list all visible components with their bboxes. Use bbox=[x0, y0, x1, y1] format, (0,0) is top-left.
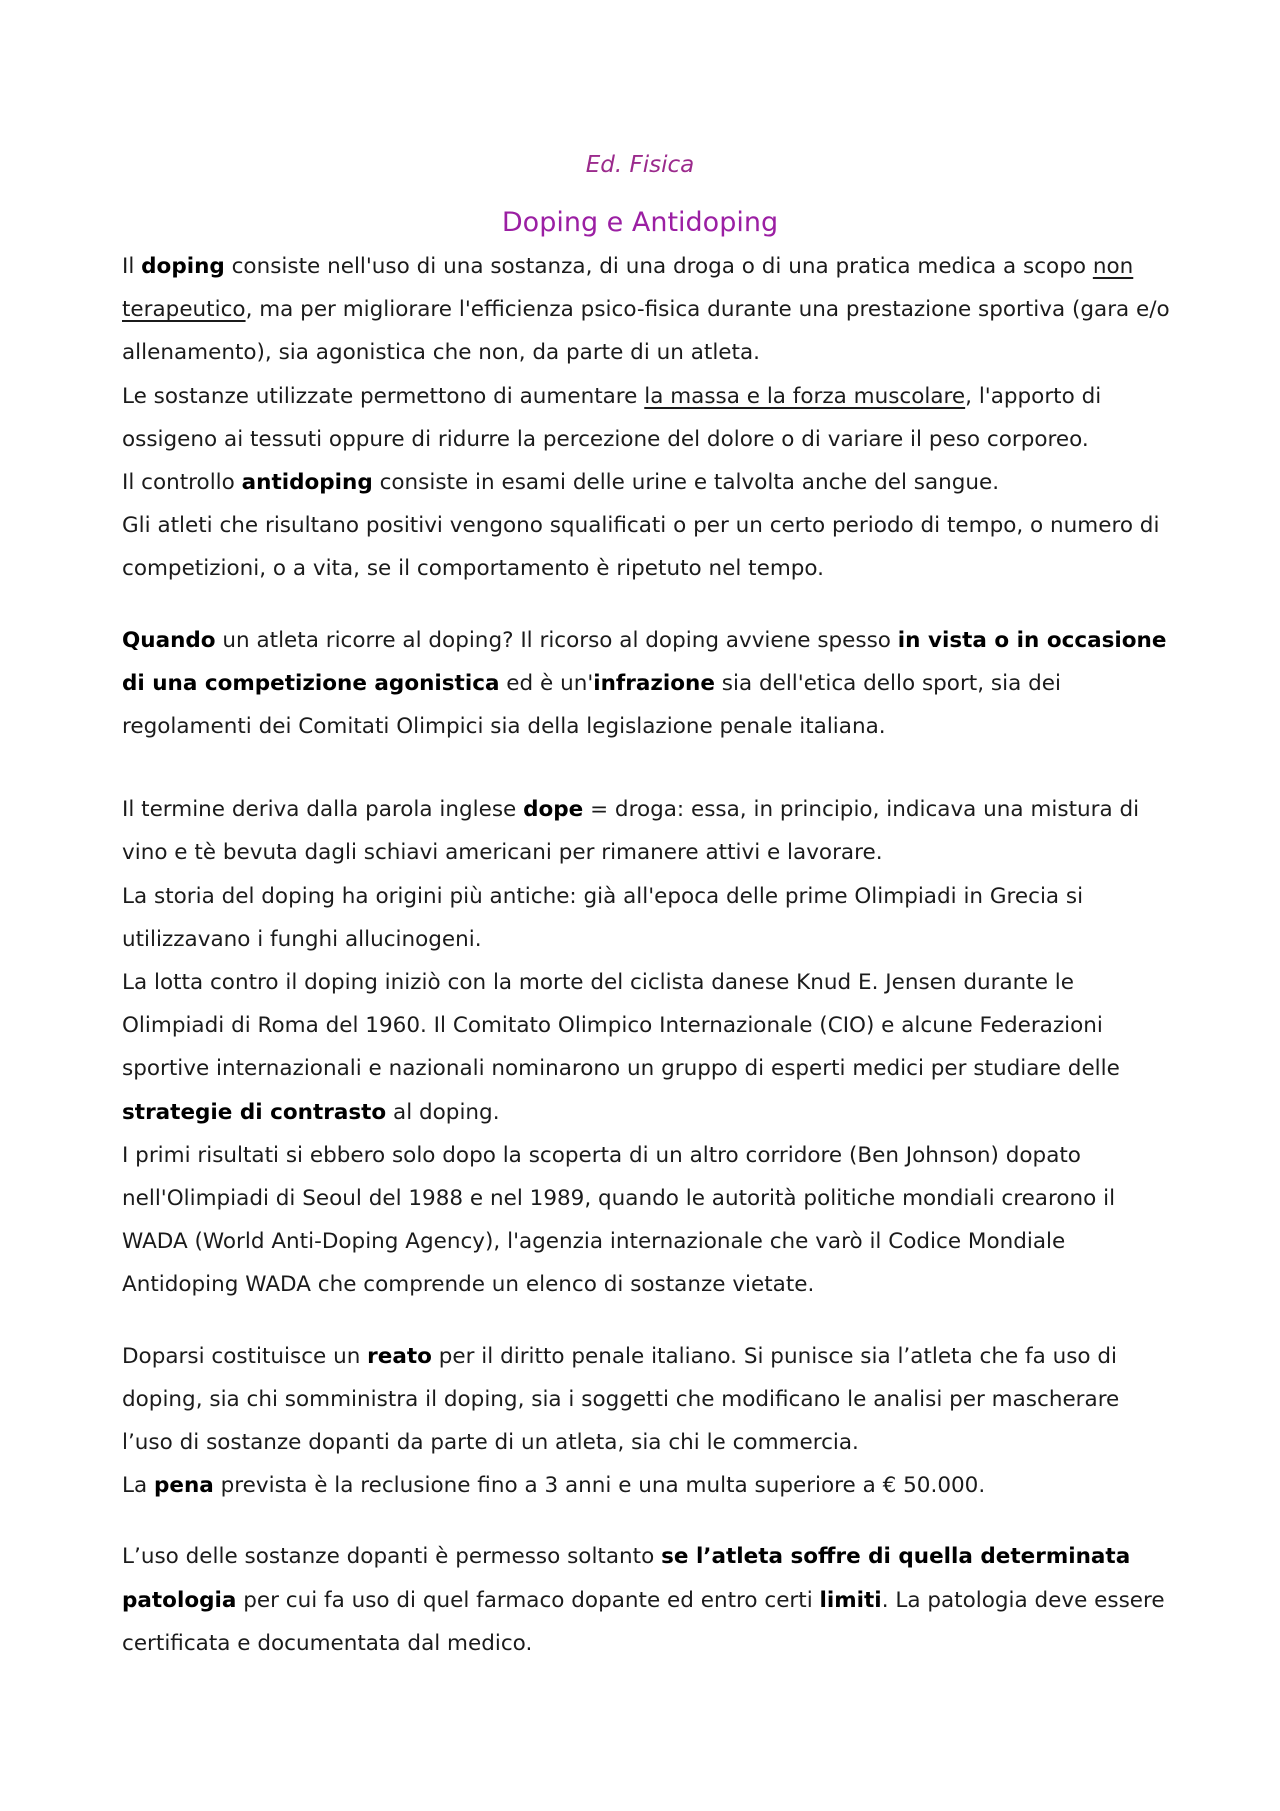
paragraph-allowed-use: L’uso delle sostanze dopanti è permesso soltanto se l’atleta soffre di quella determinata patologia per cui fa uso di quel farmaco dopante ed entro certi limiti. La patologia deve essere certificata e documentata dal medico. bbox=[122, 1544, 1165, 1656]
keyword-quando: Quando bbox=[122, 627, 216, 653]
keyword-pena: pena bbox=[154, 1473, 214, 1499]
keyword-antidoping: antidoping bbox=[241, 470, 373, 496]
underlined-non-terapeutico: non terapeutico bbox=[122, 254, 1134, 323]
paragraph-fight: La lotta contro il doping iniziò con la morte del ciclista danese Knud E. Jensen durante le Olimpiadi di Roma del 1960. Il Comitato Olimpico Internazionale (CIO) e alcune Federazioni sportive internazionali e nazionali nominarono un gruppo di esperti medici per studiare delle strategie di contrasto al doping. bbox=[122, 970, 1120, 1125]
paragraph-substances: Le sostanze utilizzate permettono di aumentare la massa e la forza muscolare, l'apporto di ossigeno ai tessuti oppure di ridurre la percezione del dolore o di variare il peso corporeo. bbox=[122, 383, 1102, 452]
paragraph-disqualification: Gli atleti che risultano positivi vengono squalificati o per un certo periodo di tempo, o numero di competizioni, o a vita, se il comportamento è ripetuto nel tempo. bbox=[122, 513, 1160, 582]
paragraph-crime: Doparsi costituisce un reato per il diritto penale italiano. Si punisce sia l’atleta che fa uso di doping, sia chi somministra il doping, sia i soggetti che modificano le analisi per mascherare l’uso di sostanze dopanti da parte di un atleta, sia chi le commercia. bbox=[122, 1343, 1120, 1456]
keyword-doping: doping bbox=[141, 254, 225, 279]
paragraph-definition: Il doping consiste nell'uso di una sostanza, di una droga o di una pratica medica a scopo non terapeutico, ma per migliorare l'efficienza psico-fisica durante una prestazione sportiva (gara e/o allenamento), sia agonistica che non, da parte di un atleta. bbox=[122, 254, 1170, 366]
keyword-dope: dope bbox=[523, 797, 584, 823]
page-title: Doping e Antidoping bbox=[501, 207, 779, 238]
keyword-limiti: limiti bbox=[819, 1587, 882, 1613]
keyword-infrazione: infrazione bbox=[593, 670, 715, 696]
document-body bbox=[122, 245, 1172, 1665]
keyword-patologia: se l’atleta soffre di quella determinata patologia bbox=[122, 1544, 1131, 1613]
paragraph-history: La storia del doping ha origini più antiche: già all'epoca delle prime Olimpiadi in Grecia si utilizzavano i funghi allucinogeni. bbox=[122, 883, 1084, 952]
paragraph-antidoping-control: Il controllo antidoping consiste in esami delle urine e talvolta anche del sangue. bbox=[122, 470, 1000, 496]
paragraph-etymology: Il termine deriva dalla parola inglese dope = droga: essa, in principio, indicava una mistura di vino e tè bevuta dagli schiavi americani per rimanere attivi e lavorare. bbox=[122, 797, 1140, 866]
keyword-strategie: strategie di contrasto bbox=[122, 1099, 387, 1125]
keyword-competizione: in vista o in occasione di una competizione agonistica bbox=[122, 627, 1167, 696]
subject-heading: Ed. Fisica bbox=[585, 152, 695, 178]
keyword-reato: reato bbox=[367, 1343, 432, 1369]
paragraph-penalty: La pena prevista è la reclusione fino a 3 anni e una multa superiore a € 50.000. bbox=[122, 1473, 986, 1499]
underlined-massa-forza: la massa e la forza muscolare bbox=[644, 383, 966, 409]
paragraph-when: Quando un atleta ricorre al doping? Il ricorso al doping avviene spesso in vista o in occasione di una competizione agonistica ed è un'infrazione sia dell'etica dello sport, sia dei regolamenti dei Comitati Olimpici sia della legislazione penale italiana. bbox=[122, 627, 1167, 740]
paragraph-wada: I primi risultati si ebbero solo dopo la scoperta di un altro corridore (Ben Johnson) dopato nell'Olimpiadi di Seoul del 1988 e nel 1989, quando le autorità politiche mondiali crearono il WADA (World Anti-Doping Agency), l'agenzia internazionale che varò il Codice Mondiale Antidoping WADA che comprende un elenco di sostanze vietate. bbox=[122, 1142, 1116, 1298]
